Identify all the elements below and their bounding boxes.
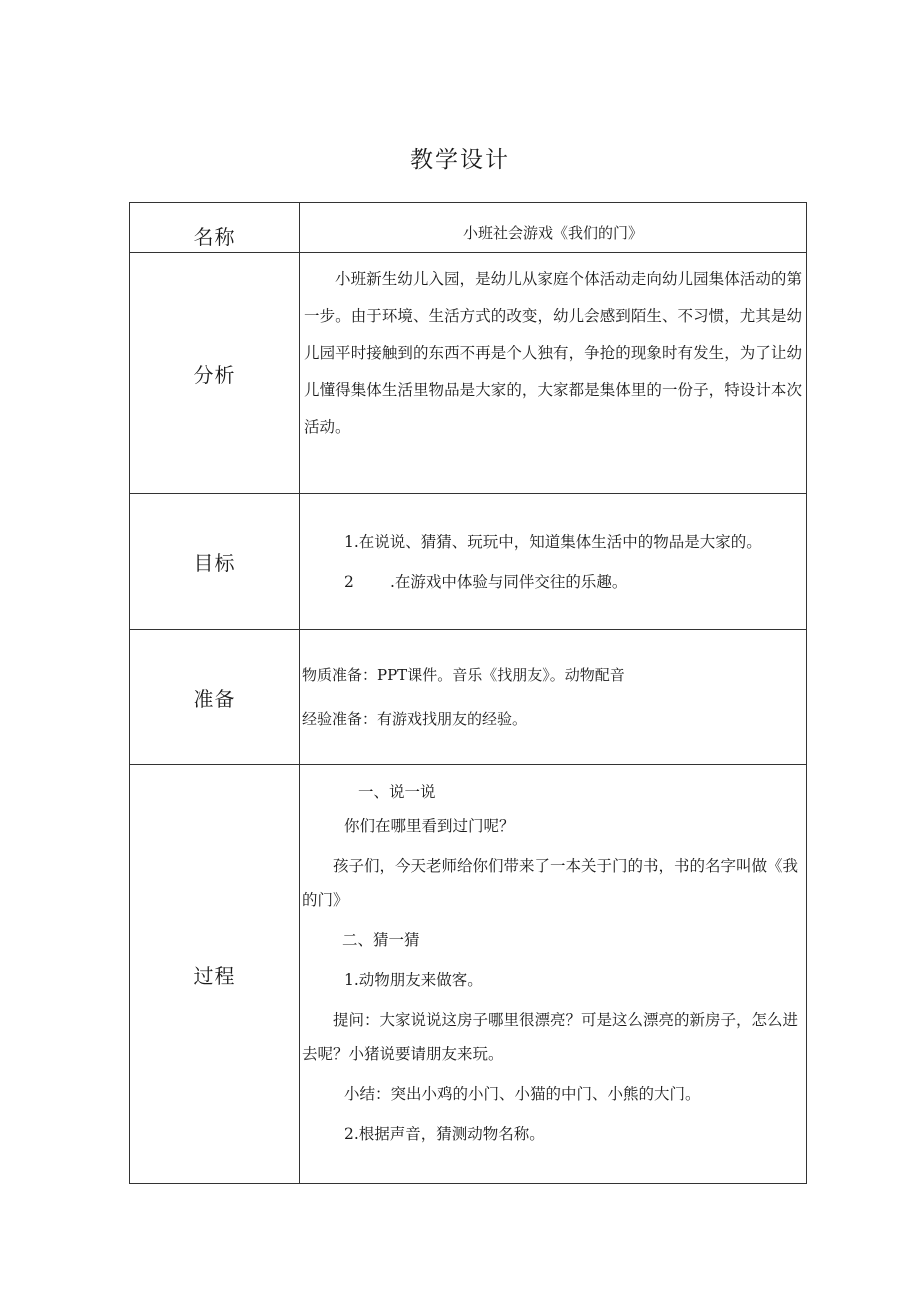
- row-process: [130, 765, 807, 1184]
- goal-item-2-number: 2: [344, 572, 354, 591]
- label-goal: 目标: [130, 494, 300, 630]
- label-analysis: 分析: [130, 253, 300, 494]
- process-question: 提问：大家说说这房子哪里很漂亮？可是这么漂亮的新房子，怎么进去呢？小猪说要请朋友来玩。: [302, 1011, 799, 1063]
- row-goal: [130, 494, 807, 630]
- process-paragraph-1: 孩子们，今天老师给你们带来了一本关于门的书，书的名字叫做《我的门》: [302, 857, 799, 909]
- activity-name: 小班社会游戏《我们的门》: [300, 203, 807, 253]
- process-cell: [300, 765, 807, 1184]
- prep-experience: 经验准备：有游戏找朋友的经验。: [302, 710, 528, 728]
- label-name: 名称: [130, 203, 300, 253]
- process-question-1: 你们在哪里看到过门呢？: [344, 817, 515, 835]
- lesson-plan-table: [129, 202, 807, 1184]
- label-process: 过程: [130, 765, 300, 1184]
- analysis-text: 小班新生幼儿入园，是幼儿从家庭个体活动走向幼儿园集体活动的第一步。由于环境、生活方式的改变，幼儿会感到陌生、不习惯，尤其是幼儿园平时接触到的东西不再是个人独有，争抢的现象时有发生，为了让幼儿懂得集体生活里物品是大家的，大家都是集体里的一份子，特设计本次活动。: [304, 270, 802, 436]
- goal-item-2-text: .在游戏中体验与同伴交往的乐趣。: [390, 572, 628, 591]
- document-title: 教学设计: [410, 147, 510, 173]
- analysis-cell: [300, 253, 807, 494]
- process-step-2: 2.根据声音，猜测动物名称。: [344, 1125, 545, 1143]
- goal-item-1: 1.在说说、猜猜、玩玩中，知道集体生活中的物品是大家的。: [344, 532, 762, 551]
- row-analysis: [130, 253, 807, 494]
- process-step-1: 1.动物朋友来做客。: [344, 971, 483, 989]
- prep-cell: [300, 630, 807, 765]
- prep-material: 物质准备：PPT课件。音乐《找朋友》。动物配音: [302, 666, 625, 684]
- row-name: [130, 203, 807, 253]
- process-section-2: 二、猜一猜: [342, 931, 420, 949]
- row-prep: [130, 630, 807, 765]
- process-section-1: 一、说一说: [358, 783, 436, 801]
- label-prep: 准备: [130, 630, 300, 765]
- process-summary: 小结：突出小鸡的小门、小猫的中门、小熊的大门。: [344, 1085, 701, 1103]
- goal-item-2: [344, 562, 806, 602]
- goal-cell: [300, 494, 807, 630]
